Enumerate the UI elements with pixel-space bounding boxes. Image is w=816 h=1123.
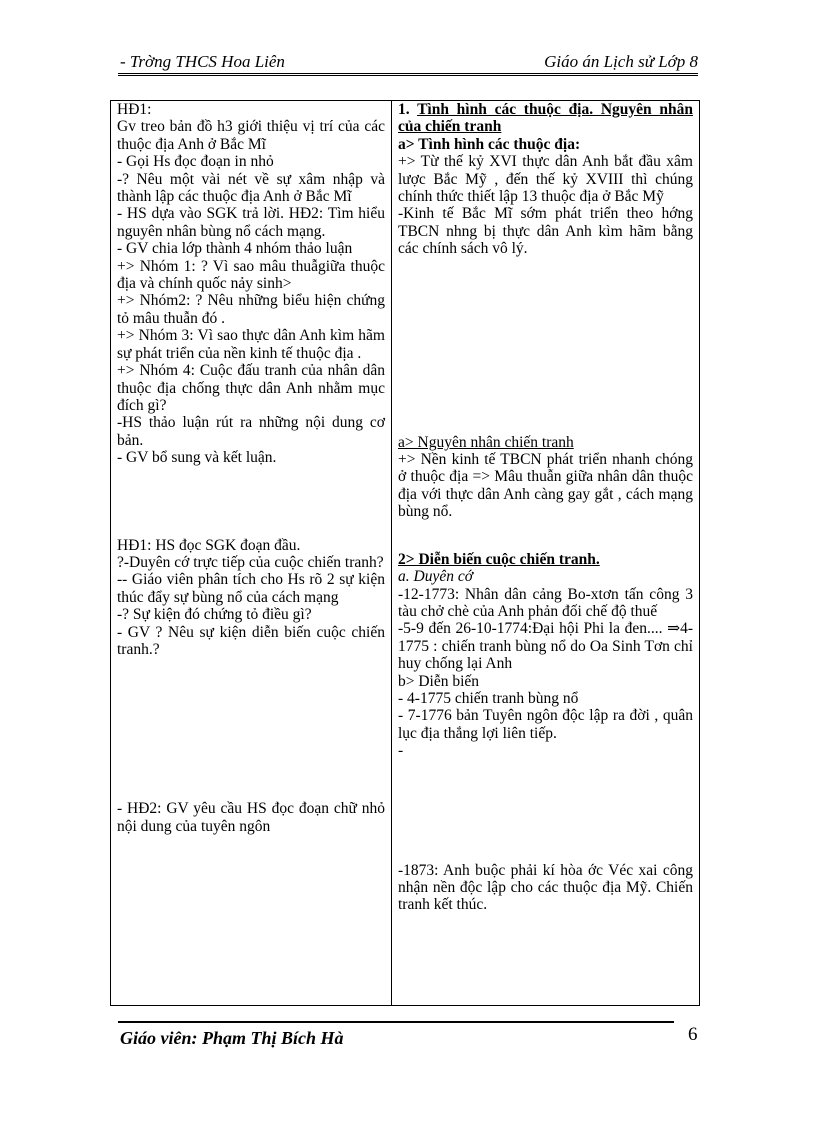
teacher-name: Giáo viên: Phạm Thị Bích Hà [120,1028,344,1048]
left-p11: -HS thảo luận rút ra những nội dung cơ bản. [117,414,385,449]
cause-heading: a> Nguyên nhân chiến tranh [398,433,574,451]
right-p3: +> Nền kinh tế TBCN phát triển nhanh chóng ở thuộc địa => Mâu thuẫn giữa nhân dân thuộc địa với thực dân Anh càng gay gắt , cách mạng bùng nổ. [398,451,693,521]
left-p7: +> Nhóm 1: ? Vì sao mâu thuẫgiữa thuộc địa và chính quốc nảy sinh> [117,257,385,293]
right-p2: -Kinh tế Bắc Mĩ sớm phát triển theo hớng TBCN nhng bị thực dân Anh kìm hãm bằng các chính sách vô lý. [398,205,693,258]
left-p15: -- Giáo viên phân tích cho Hs rõ 2 sự kiện thúc đẩy sự bùng nổ của cách mạng [117,571,385,606]
header-rule [118,73,698,76]
left-p13: HĐ1: HS đọc SGK đoạn đầu. [117,536,301,554]
left-p9: +> Nhóm 3: Vì sao thực dân Anh kìm hãm sự phát triển của nền kinh tế thuộc địa . [117,327,385,362]
right-p5: -5-9 đến 26-10-1774:Đại hội Phi la đen.... ⇒4-1775 : chiến tranh bùng nổ do Oa Sinh Tơn chỉ huy chống lại Anh [398,620,693,673]
left-p3: - Gọi Hs đọc đoạn in nhỏ [117,153,274,171]
activities-column [111,101,392,1006]
right-p10: -1873: Anh buộc phải kí hòa ớc Véc xai công nhận nền độc lập cho các thuộc địa Mỹ. Chiến tranh kết thúc. [398,861,693,914]
content-column [392,101,700,1006]
left-p16: -? Sự kiện đó chứng tỏ điều gì? [117,606,312,624]
footer-rule [118,1021,674,1023]
right-p8: - 7-1776 bản Tuyên ngôn độc lập ra đời , quân lục địa thắng lợi liên tiếp. [398,707,693,742]
right-p4: -12-1773: Nhân dân cảng Bo-xtơn tấn công 3 tàu chở chè của Anh phản đối chế độ thuế [398,585,693,620]
right-p1: +> Từ thế kỷ XVI thực dân Anh bắt đầu xâm lược Bắc Mỹ , đến thế kỷ XVIII thì chúng chính thức thiết lập 13 thuộc địa ở Bắc Mỹ [398,153,693,206]
section-1-heading: 1. Tình hình các thuộc địa. Nguyên nhân của chiến tranh [398,101,693,136]
left-p1: HĐ1: [117,101,152,118]
left-p18: - HĐ2: GV yêu cầu HS đọc đoạn chữ nhỏ nội dung của tuyên ngôn [117,800,385,835]
left-p12: - GV bổ sung và kết luận. [117,449,277,467]
right-p7: - 4-1775 chiến tranh bùng nổ [398,689,579,707]
header-subject: Giáo án Lịch sử Lớp 8 [544,52,698,71]
left-p5: - HS dựa vào SGK trả lời. HĐ2: Tìm hiểu nguyên nhân bùng nổ cách mạng. [117,205,385,240]
left-p6: - GV chia lớp thành 4 nhóm thảo luận [117,240,353,258]
left-p2: Gv treo bản đồ h3 giới thiệu vị trí của các thuộc địa Anh ở Bắc Mĩ [117,118,385,153]
right-p9: - [398,742,404,760]
header-school: - Trờng THCS Hoa Liên [120,52,285,71]
left-p14: ?-Duyên cớ trực tiếp của cuộc chiến tranh? [117,553,384,571]
left-p10: +> Nhóm 4: Cuộc đấu tranh của nhân dân thuộc địa chống thực dân Anh nhằm mục đích gì? [117,362,385,414]
section-2-heading: 2> Diễn biến cuộc chiến tranh. [398,550,600,568]
left-p4: -? Nêu một vài nét về sự xâm nhập và thành lập các thuộc địa Anh ở Bắc Mĩ [117,170,385,206]
page-number: 6 [688,1024,698,1045]
subsection-a-heading: a> Tình hình các thuộc địa: [398,135,581,153]
left-p8: +> Nhóm2: ? Nêu những biểu hiện chứng tỏ mâu thuẫn đó . [117,292,385,327]
lesson-table [110,100,700,1006]
left-p17: - GV ? Nêu sự kiện diễn biến cuộc chiến tranh.? [117,623,385,658]
pretext-heading: a. Duyên cớ [398,568,473,586]
events-heading: b> Diễn biến [398,672,480,690]
